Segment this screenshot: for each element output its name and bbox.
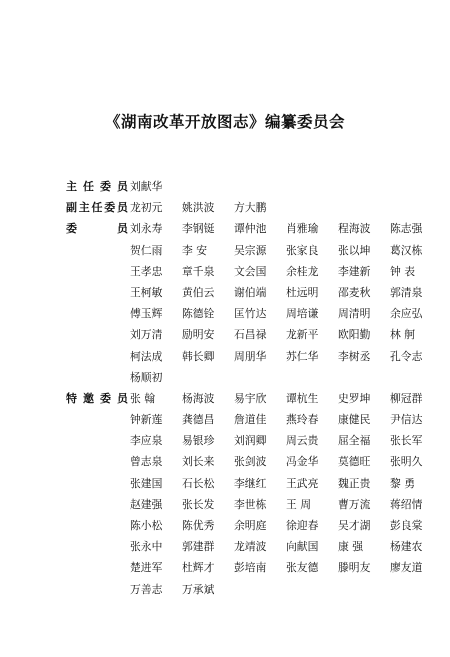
member-name: 周朋华 <box>234 349 267 363</box>
member-name: 吴才湖 <box>338 519 371 532</box>
name-row <box>130 557 442 578</box>
member-name: 张建国 <box>130 476 163 490</box>
member-name: 葛汉栋 <box>390 243 423 257</box>
roster-section <box>66 197 442 218</box>
member-name: 莫德旺 <box>338 455 371 469</box>
member-name: 张明久 <box>390 455 423 469</box>
member-name: 张 翰 <box>130 391 156 405</box>
member-name: 彭培南 <box>234 561 267 575</box>
role-label: 副主任委员 <box>66 201 128 215</box>
member-name: 励明安 <box>182 328 215 342</box>
member-name: 黎 勇 <box>390 476 416 490</box>
member-name: 魏正贵 <box>338 476 371 490</box>
member-name: 程海波 <box>338 222 371 236</box>
name-row <box>130 367 442 388</box>
member-name: 杜远明 <box>286 285 319 299</box>
member-name: 韩长卿 <box>182 349 215 363</box>
member-name: 陈小松 <box>130 519 163 532</box>
member-name: 龙初元 <box>130 201 163 215</box>
member-name: 杨海波 <box>182 391 215 405</box>
member-name: 郭建群 <box>182 540 215 554</box>
member-name: 史罗坤 <box>338 391 371 405</box>
member-name: 谭杭生 <box>286 391 319 405</box>
member-name: 刘润卿 <box>234 434 267 448</box>
name-row <box>130 579 442 600</box>
member-name: 康 强 <box>338 540 364 554</box>
member-name: 龙靖波 <box>234 540 267 554</box>
member-name: 滕明友 <box>338 561 371 575</box>
member-name: 杜辉才 <box>182 561 215 575</box>
member-name: 李继红 <box>234 476 267 490</box>
member-name: 李应泉 <box>130 434 163 448</box>
member-name: 苏仁华 <box>286 349 319 363</box>
member-name: 冯金华 <box>286 455 319 469</box>
member-name: 柳冠群 <box>390 391 423 405</box>
name-row <box>130 473 442 494</box>
name-row <box>130 430 442 451</box>
member-name: 王武亮 <box>286 476 319 490</box>
member-name: 彭良棠 <box>390 519 423 532</box>
name-row <box>130 197 442 218</box>
member-name: 张剑波 <box>234 455 267 469</box>
role-label: 主任委员 <box>66 180 128 193</box>
member-name: 李 安 <box>182 243 208 257</box>
name-row <box>130 261 442 282</box>
member-name: 蒋绍情 <box>390 497 423 511</box>
member-name: 屈全福 <box>338 434 371 448</box>
member-name: 李建新 <box>338 264 371 278</box>
member-name: 黄伯云 <box>182 285 215 299</box>
member-name: 钟 表 <box>390 264 416 278</box>
member-name: 向献国 <box>286 540 319 554</box>
member-name: 龙新平 <box>286 328 319 342</box>
member-name: 张家良 <box>286 243 319 257</box>
member-name: 楚进军 <box>130 561 163 575</box>
member-name: 余桂龙 <box>286 264 319 278</box>
member-name: 杨顺初 <box>130 370 163 384</box>
member-name: 张永中 <box>130 540 163 554</box>
member-name: 李树丞 <box>338 349 371 363</box>
member-name: 刘永寿 <box>130 222 163 236</box>
member-name: 林 舸 <box>390 328 416 342</box>
member-name: 万善志 <box>130 582 163 596</box>
member-name: 廖友道 <box>390 561 423 575</box>
name-row <box>130 409 442 430</box>
member-name: 易银珍 <box>182 434 215 448</box>
document-title: 《湖南改革开放图志》编纂委员会 <box>104 112 345 131</box>
member-name: 陈志强 <box>390 222 423 236</box>
member-name: 傅玉辉 <box>130 307 163 321</box>
member-name: 赵建强 <box>130 497 163 511</box>
member-name: 姚洪波 <box>182 201 215 215</box>
member-name: 余明庭 <box>234 519 267 532</box>
member-name: 张长军 <box>390 434 423 448</box>
member-name: 谭仲池 <box>234 222 267 236</box>
member-name: 王 周 <box>286 497 312 511</box>
member-name: 钟新莲 <box>130 413 163 427</box>
member-name: 周云贵 <box>286 434 319 448</box>
member-name: 詹道佳 <box>234 413 267 427</box>
member-name: 徐迎春 <box>286 519 319 532</box>
member-name: 余应弘 <box>390 307 423 321</box>
roster-section <box>66 176 442 197</box>
member-name: 石长松 <box>182 476 215 490</box>
member-name: 杨建农 <box>390 540 423 554</box>
member-name: 张以坤 <box>338 243 371 257</box>
member-name: 尹信达 <box>390 413 423 427</box>
name-row <box>130 218 442 239</box>
name-row <box>130 240 442 261</box>
member-name: 匡竹达 <box>234 307 267 321</box>
member-name: 石昌禄 <box>234 328 267 342</box>
member-name: 曾志泉 <box>130 455 163 469</box>
name-row <box>130 324 442 345</box>
member-name: 王孝忠 <box>130 264 163 278</box>
member-name: 燕玲春 <box>286 413 319 427</box>
member-name: 万承斌 <box>182 582 215 596</box>
name-row <box>130 176 442 197</box>
role-label: 特邀委员 <box>66 391 128 405</box>
member-name: 吴宗源 <box>234 243 267 257</box>
member-name: 王柯敏 <box>130 285 163 299</box>
member-name: 刘长来 <box>182 455 215 469</box>
name-row <box>130 303 442 324</box>
roster-section <box>66 388 442 600</box>
member-name: 龚德昌 <box>182 413 215 427</box>
member-name: 康健民 <box>338 413 371 427</box>
role-label: 委 员 <box>66 222 128 236</box>
member-name: 文会国 <box>234 264 267 278</box>
member-name: 肖雅瑜 <box>286 222 319 236</box>
member-name: 周清明 <box>338 307 371 321</box>
member-name: 张友德 <box>286 561 319 575</box>
member-name: 李钢铤 <box>182 222 215 236</box>
member-name: 柯法成 <box>130 349 163 363</box>
name-row <box>130 536 442 557</box>
member-name: 曹万流 <box>338 497 371 511</box>
member-name: 易宇欣 <box>234 391 267 405</box>
member-name: 刘万清 <box>130 328 163 342</box>
name-row <box>130 388 442 409</box>
member-name: 贺仁雨 <box>130 243 163 257</box>
member-name: 陈优秀 <box>182 519 215 532</box>
member-name: 邵麦秋 <box>338 285 371 299</box>
member-name: 郭清泉 <box>390 285 423 299</box>
roster-section <box>66 218 442 388</box>
name-row <box>130 494 442 515</box>
member-name: 章千泉 <box>182 264 215 278</box>
member-name: 孔令志 <box>390 349 423 363</box>
name-row <box>130 282 442 303</box>
member-name: 张长发 <box>182 497 215 511</box>
member-name: 李世栋 <box>234 497 267 511</box>
member-name: 欧阳勤 <box>338 328 371 342</box>
member-name: 陈德铨 <box>182 307 215 321</box>
member-name: 周培谦 <box>286 307 319 321</box>
member-name: 谢伯端 <box>234 285 267 299</box>
member-name: 刘献华 <box>130 180 163 193</box>
name-row <box>130 346 442 367</box>
name-row <box>130 515 442 536</box>
member-name: 方大鹏 <box>234 201 267 215</box>
name-row <box>130 451 442 472</box>
committee-roster <box>66 176 442 600</box>
